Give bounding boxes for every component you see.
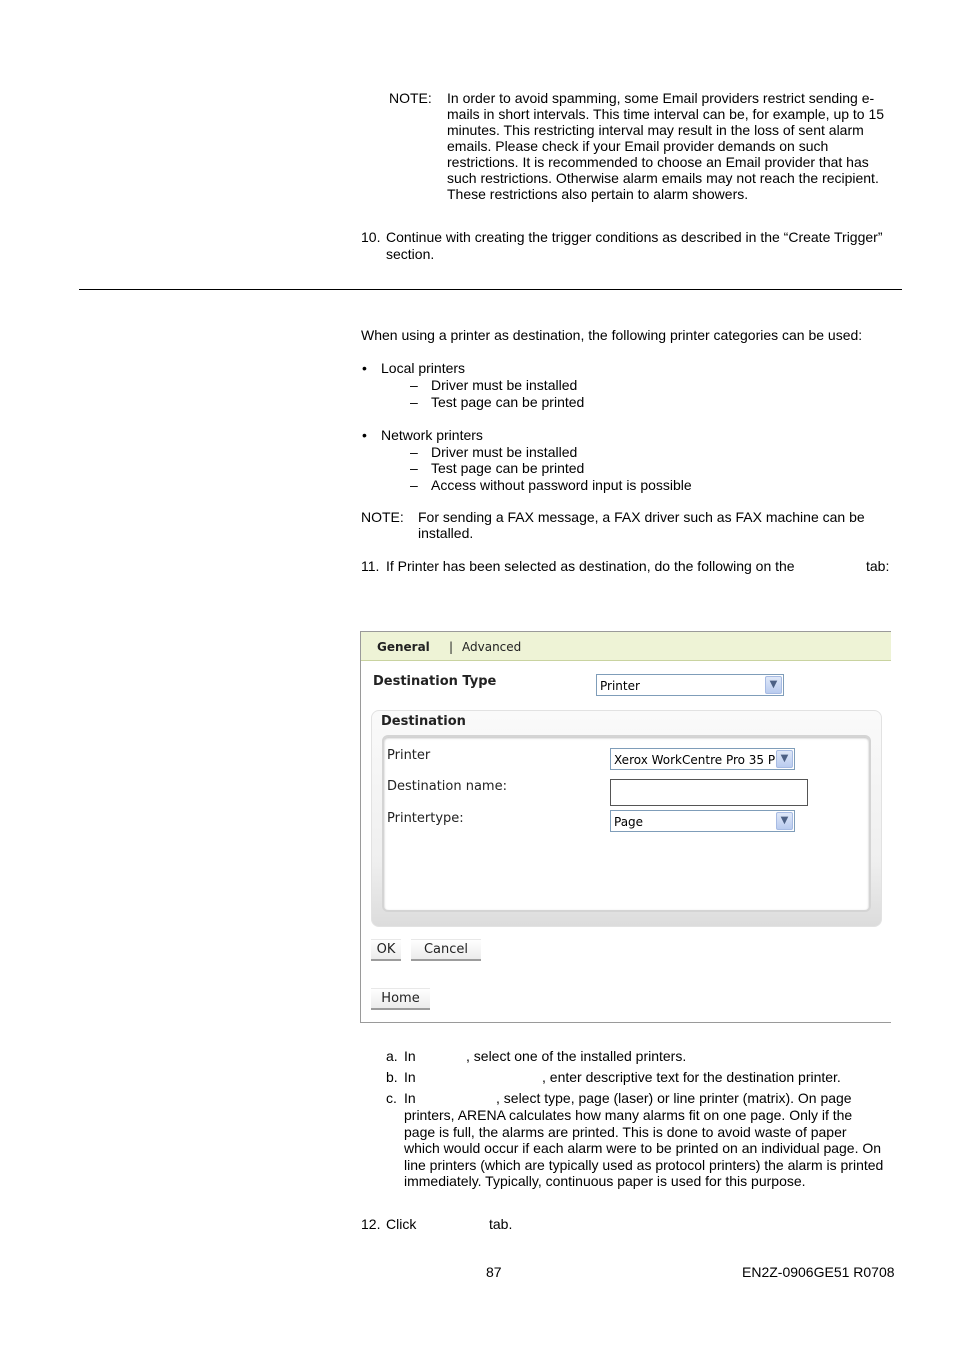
bullet-icon: • xyxy=(362,427,367,443)
ok-button[interactable]: OK xyxy=(371,939,401,961)
printertype-select[interactable] xyxy=(610,810,795,832)
tab-general[interactable]: General xyxy=(377,640,430,654)
step-text: section. xyxy=(386,246,435,262)
dash-icon: – xyxy=(410,377,418,393)
dash-icon: – xyxy=(410,444,418,460)
destination-name-label: Destination name: xyxy=(387,779,507,794)
substep-text: , enter descriptive text for the destination printer. xyxy=(542,1069,841,1085)
substep-letter: c. xyxy=(386,1090,397,1106)
substep-text: printers, ARENA calculates how many alarms fit on one page. Only if the xyxy=(404,1107,853,1123)
home-button[interactable]: Home xyxy=(371,988,430,1010)
destination-type-value: Printer xyxy=(600,679,640,693)
bullet-item: Test page can be printed xyxy=(431,460,585,476)
step-number: 12. xyxy=(361,1216,381,1232)
dash-icon: – xyxy=(410,477,418,493)
printertype-label: Printertype: xyxy=(387,811,464,826)
destination-name-input[interactable] xyxy=(610,779,808,806)
step-text: Click xyxy=(386,1216,417,1232)
note-line: such restrictions. Otherwise alarm emails may not reach the recipient. xyxy=(447,170,879,186)
substep-text: In xyxy=(404,1090,416,1106)
substep-letter: b. xyxy=(386,1069,398,1085)
note-line: mails in short intervals. This time interval can be, for example, up to 15 xyxy=(447,106,885,122)
dash-icon: – xyxy=(410,460,418,476)
step-text: Continue with creating the trigger conditions as described in the “Create Trigger” xyxy=(386,229,883,245)
destination-type-label: Destination Type xyxy=(373,674,497,689)
destination-group-title: Destination xyxy=(381,714,466,729)
bullet-item: Access without password input is possible xyxy=(431,477,692,493)
printer-value: Xerox WorkCentre Pro 35 P xyxy=(614,753,776,767)
substep-text: In xyxy=(404,1069,416,1085)
bullet-item: Driver must be installed xyxy=(431,444,578,460)
destination-type-select[interactable] xyxy=(596,674,784,696)
substep-text: In xyxy=(404,1048,416,1064)
substep-text: which would occur if each alarm were to be printed on an individual page. On xyxy=(404,1140,882,1156)
destination-screenshot xyxy=(360,631,891,1023)
tab-bar xyxy=(361,632,891,661)
printer-select[interactable] xyxy=(610,748,795,770)
tab-separator: | xyxy=(449,640,454,654)
note-line: These restrictions also pertain to alarm showers. xyxy=(447,186,749,202)
bullet-item: Test page can be printed xyxy=(431,394,585,410)
step-number: 10. xyxy=(361,229,381,245)
note-line: installed. xyxy=(418,525,474,541)
tab-advanced[interactable]: Advanced xyxy=(462,640,522,654)
substep-letter: a. xyxy=(386,1048,398,1064)
substep-text: page is full, the alarms are printed. This is done to avoid waste of paper xyxy=(404,1124,847,1140)
step-text: If Printer has been selected as destination, do the following on the xyxy=(386,558,795,574)
page-number: 87 xyxy=(486,1264,502,1280)
bullet-icon: • xyxy=(362,360,367,376)
step-number: 11. xyxy=(361,558,380,574)
cancel-button[interactable]: Cancel xyxy=(411,939,481,961)
bullet-title: Network printers xyxy=(381,427,483,443)
substep-text: , select type, page (laser) or line printer (matrix). On page xyxy=(496,1090,852,1106)
note-label: NOTE: xyxy=(361,509,404,525)
chevron-down-icon[interactable]: ▼ xyxy=(776,812,793,830)
substep-text: immediately. Typically, continuous paper is used for this purpose. xyxy=(404,1173,806,1189)
chevron-down-icon[interactable]: ▼ xyxy=(776,750,793,768)
substep-text: line printers (which are typically used as protocol printers) the alarm is printed xyxy=(404,1157,884,1173)
printer-label: Printer xyxy=(387,748,431,763)
note-label: NOTE: xyxy=(389,90,432,106)
intro-text: When using a printer as destination, the following printer categories can be used: xyxy=(361,327,863,343)
bullet-title: Local printers xyxy=(381,360,466,376)
printertype-value: Page xyxy=(614,815,644,829)
note-line: emails. Please check if your Email provider demands on such xyxy=(447,138,829,154)
step-text-tail: tab. xyxy=(489,1216,513,1232)
note-line: restrictions. It is recommended to choose an Email provider that has xyxy=(447,154,869,170)
section-divider xyxy=(79,289,902,290)
chevron-down-icon[interactable]: ▼ xyxy=(765,676,782,694)
dash-icon: – xyxy=(410,394,418,410)
note-line: In order to avoid spamming, some Email providers restrict sending e- xyxy=(447,90,875,106)
note-line: minutes. This restricting interval may result in the loss of sent alarm xyxy=(447,122,864,138)
step-text-tail: tab: xyxy=(866,558,890,574)
document-id: EN2Z-0906GE51 R0708 xyxy=(742,1264,895,1280)
note-line: For sending a FAX message, a FAX driver such as FAX machine can be xyxy=(418,509,865,525)
bullet-item: Driver must be installed xyxy=(431,377,578,393)
substep-text: , select one of the installed printers. xyxy=(466,1048,687,1064)
